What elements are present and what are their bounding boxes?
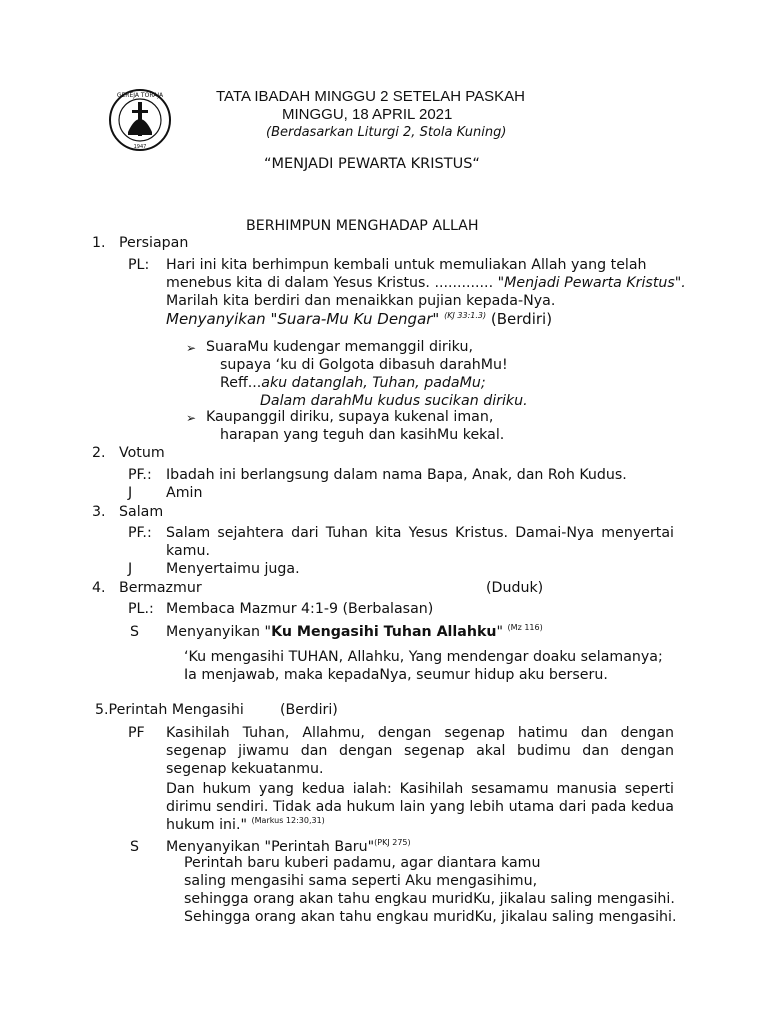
law-text: Dan hukum yang kedua ialah: Kasihilah sesamamu manusia seperti dirimu sendiri. Tidak ada hukum lain yang lebih utama dari pada kedua hukum ini.": [166, 781, 674, 833]
scripture-reference: (Markus 12:30,31): [251, 816, 325, 825]
role-label: S: [130, 624, 140, 640]
posture-label: (Duduk): [486, 580, 544, 596]
text-line: Menyertaimu juga.: [166, 561, 300, 577]
item-number: 1.: [92, 235, 106, 251]
text-paragraph: Salam sejahtera dari Tuhan kita Yesus Kristus. Damai-Nya menyertai kamu.: [166, 525, 674, 559]
lyric-line: harapan yang teguh dan kasihMu kekal.: [220, 427, 505, 443]
lyric-line: supaya ‘ku di Golgota dibasuh darahMu!: [220, 357, 508, 373]
song-reference: (Mz 116): [507, 623, 543, 632]
role-label: PL:: [128, 257, 150, 273]
song-instruction: [166, 623, 543, 641]
lyric-line: Dalam darahMu kudus sucikan diriku.: [260, 393, 528, 409]
song-instruction: [166, 310, 552, 328]
item-title-persiapan: Persiapan: [119, 235, 189, 251]
text-fragment: ": [496, 624, 504, 640]
item-number: 4.: [92, 580, 106, 596]
song-title: Menyanyikan "Suara-Mu Ku Dengar": [166, 310, 440, 328]
law-paragraph-1: Kasihilah Tuhan, Allahmu, dengan segenap hatimu dan dengan segenap jiwamu dan dengan segenap akal budimu dan dengan segenap kekuatanmu.: [166, 725, 674, 777]
item-title-salam: Salam: [119, 504, 164, 520]
song-title: Menyanyikan "Perintah Baru": [166, 839, 375, 855]
text-line: [166, 274, 686, 292]
role-label: PF.:: [128, 525, 152, 541]
liturgy-note: (Berdasarkan Liturgi 2, Stola Kuning): [266, 125, 507, 140]
logo-text-top: GEREJA TORAJA: [116, 92, 164, 99]
role-label: J: [128, 485, 133, 501]
section-heading: BERHIMPUN MENGHADAP ALLAH: [246, 218, 479, 234]
posture-label: (Berdiri): [490, 310, 553, 328]
service-title: TATA IBADAH MINGGU 2 SETELAH PASKAH: [216, 88, 525, 105]
refrain-text: aku datanglah, Tuhan, padaMu;: [261, 375, 486, 391]
text-line: Marilah kita berdiri dan menaikkan pujian kepada-Nya.: [166, 293, 556, 309]
item-number: 3.: [92, 504, 106, 520]
song-title: Ku Mengasihi Tuhan Allahku: [271, 624, 497, 640]
theme-quote: "Menjadi Pewarta Kristus".: [497, 275, 686, 291]
church-logo: [108, 88, 172, 152]
logo-text-bottom: 1947: [133, 144, 147, 150]
text-line: Hari ini kita berhimpun kembali untuk memuliakan Allah yang telah: [166, 257, 647, 273]
role-label: S: [130, 839, 140, 855]
sermon-theme: “MENJADI PEWARTA KRISTUS“: [264, 156, 480, 172]
text-line: Membaca Mazmur 4:1-9 (Berbalasan): [166, 601, 434, 617]
posture-label: (Berdiri): [280, 702, 338, 718]
bullet-arrow-icon: ➢: [186, 411, 197, 425]
law-paragraph-2: [166, 780, 674, 834]
lyric-line: Ia menjawab, maka kepadaNya, seumur hidup aku berseru.: [184, 667, 608, 683]
item-title-bermazmur: Bermazmur: [119, 580, 202, 596]
role-label: PF: [128, 725, 145, 741]
lyric-line: [220, 374, 486, 392]
refrain-marker: Reff...: [220, 375, 262, 391]
lyric-line: sehingga orang akan tahu engkau muridKu, jikalau saling mengasihi.: [184, 891, 675, 907]
item-title-perintah-mengasihi: 5.Perintah Mengasihi: [95, 702, 244, 718]
song-reference: (PKJ 275): [374, 838, 411, 847]
text-fragment: menebus kita di dalam Yesus Kristus. .............: [166, 275, 494, 291]
service-date: MINGGU, 18 APRIL 2021: [282, 106, 453, 123]
role-label: PF.:: [128, 467, 152, 483]
role-label: PL.:: [128, 601, 154, 617]
role-label: J: [128, 561, 133, 577]
song-reference: (KJ 33:1.3): [444, 311, 487, 320]
lyric-line: ‘Ku mengasihi TUHAN, Allahku, Yang mendengar doaku selamanya;: [184, 649, 663, 665]
text-fragment: Menyanyikan ": [166, 624, 272, 640]
item-title-votum: Votum: [119, 445, 165, 461]
bullet-arrow-icon: ➢: [186, 341, 197, 355]
lyric-line: Sehingga orang akan tahu engkau muridKu, jikalau saling mengasihi.: [184, 909, 677, 925]
lyric-line: saling mengasihi sama seperti Aku mengasihimu,: [184, 873, 538, 889]
text-line: Amin: [166, 485, 203, 501]
lyric-line: Kaupanggil diriku, supaya kukenal iman,: [206, 409, 494, 425]
lyric-line: SuaraMu kudengar memanggil diriku,: [206, 339, 473, 355]
lyric-line: Perintah baru kuberi padamu, agar diantara kamu: [184, 855, 541, 871]
item-number: 2.: [92, 445, 106, 461]
text-line: Ibadah ini berlangsung dalam nama Bapa, Anak, dan Roh Kudus.: [166, 467, 627, 483]
